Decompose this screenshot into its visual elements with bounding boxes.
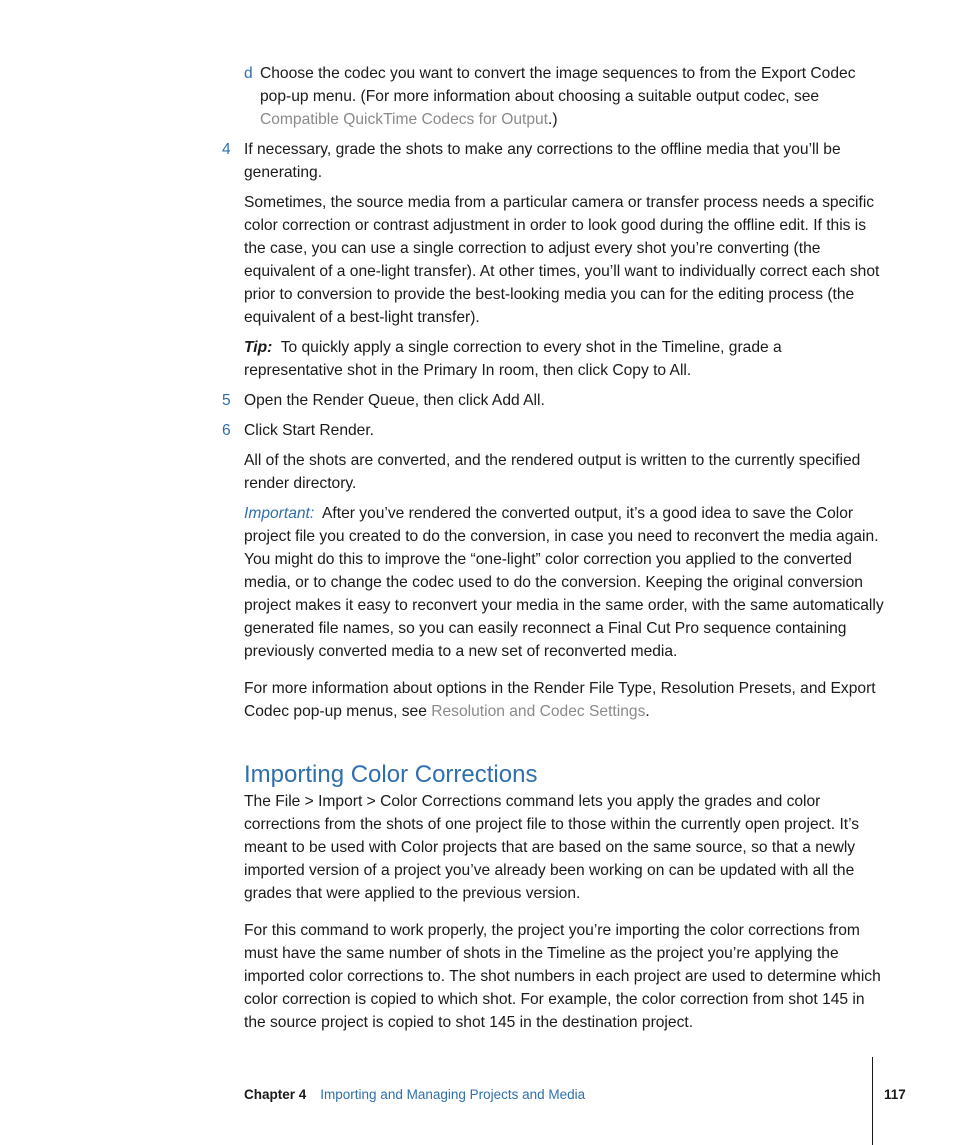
step-4-number: 4 xyxy=(222,141,231,158)
section-heading: Importing Color Corrections xyxy=(244,761,538,788)
footer-chapter: Chapter 4 xyxy=(244,1087,307,1102)
step-d-marker: d xyxy=(244,65,253,82)
important-label: Important: xyxy=(244,505,315,522)
more-info-tail: . xyxy=(645,703,650,720)
footer xyxy=(244,1087,585,1103)
section-paragraph-1: The File > Import > Color Corrections command lets you apply the grades and color corrections from the shots of one project file to those within the currently open project. It’s meant to be used with Color projects that are based on the same source, so that a newly imported version of a project you’ve already been working on can be updated with all the grades that were applied to the previous version. xyxy=(244,793,860,902)
page-number: 117 xyxy=(884,1087,906,1102)
step-4-paragraph: Sometimes, the source media from a particular camera or transfer process needs a specific color correction or contrast adjustment in order to look good during the offline edit. If this is the case, you can use a single correction to adjust every shot you’re converting (the equivalent of a one-light transfer). At other times, you’ll want to individually correct each shot prior to conversion to provide the best-looking media you can for the editing process (the equivalent of a best-light transfer). xyxy=(244,194,880,326)
tip-label: Tip: xyxy=(244,339,273,356)
resolution-codec-link[interactable]: Resolution and Codec Settings xyxy=(431,703,646,720)
more-info-paragraph xyxy=(244,677,884,723)
step-d-tail: .) xyxy=(548,111,558,128)
step-5-number: 5 xyxy=(222,392,231,409)
compatible-codecs-link[interactable]: Compatible QuickTime Codecs for Output xyxy=(260,111,549,128)
section-paragraph-2: For this command to work properly, the project you’re importing the color corrections from must have the same number of shots in the Timeline as the project you’re applying the imported color corrections to. The shot numbers in each project are used to determine which color correction is copied to which shot. For example, the color correction from shot 145 in the source project is copied to shot 145 in the destination project. xyxy=(244,922,881,1031)
step-4-text: If necessary, grade the shots to make any corrections to the offline media that you’ll be generating. xyxy=(244,141,841,181)
important-text: After you’ve rendered the converted output, it’s a good idea to save the Color project file you created to do the conversion, in case you need to reconvert the media again. You might do this to improve the “one-light” color correction you applied to the converted media, or to change the codec used to do the conversion. Keeping the original conversion project makes it easy to reconvert your media in the same order, with the same automatically generated file names, so you can easily reconnect a Final Cut Pro sequence containing previously converted media to a new set of reconverted media. xyxy=(244,505,884,660)
more-info-body: For more information about options in the Render File Type, Resolution Presets, and Export Codec pop-up menus, see xyxy=(244,680,876,720)
step-6-paragraph: All of the shots are converted, and the rendered output is written to the currently specified render directory. xyxy=(244,452,861,492)
step-5-text: Open the Render Queue, then click Add All. xyxy=(244,392,545,409)
footer-divider xyxy=(872,1057,873,1145)
step-d-body: Choose the codec you want to convert the image sequences to from the Export Codec pop-up menu. (For more information about choosing a suitable output codec, see xyxy=(260,65,856,105)
step-6-text: Click Start Render. xyxy=(244,422,374,439)
tip-text: To quickly apply a single correction to every shot in the Timeline, grade a representative shot in the Primary In room, then click Copy to All. xyxy=(244,339,782,379)
important-note xyxy=(244,502,884,663)
footer-chapter-title: Importing and Managing Projects and Media xyxy=(320,1087,586,1102)
tip-note xyxy=(244,336,884,382)
step-d-text xyxy=(260,62,884,131)
step-6-number: 6 xyxy=(222,422,231,439)
